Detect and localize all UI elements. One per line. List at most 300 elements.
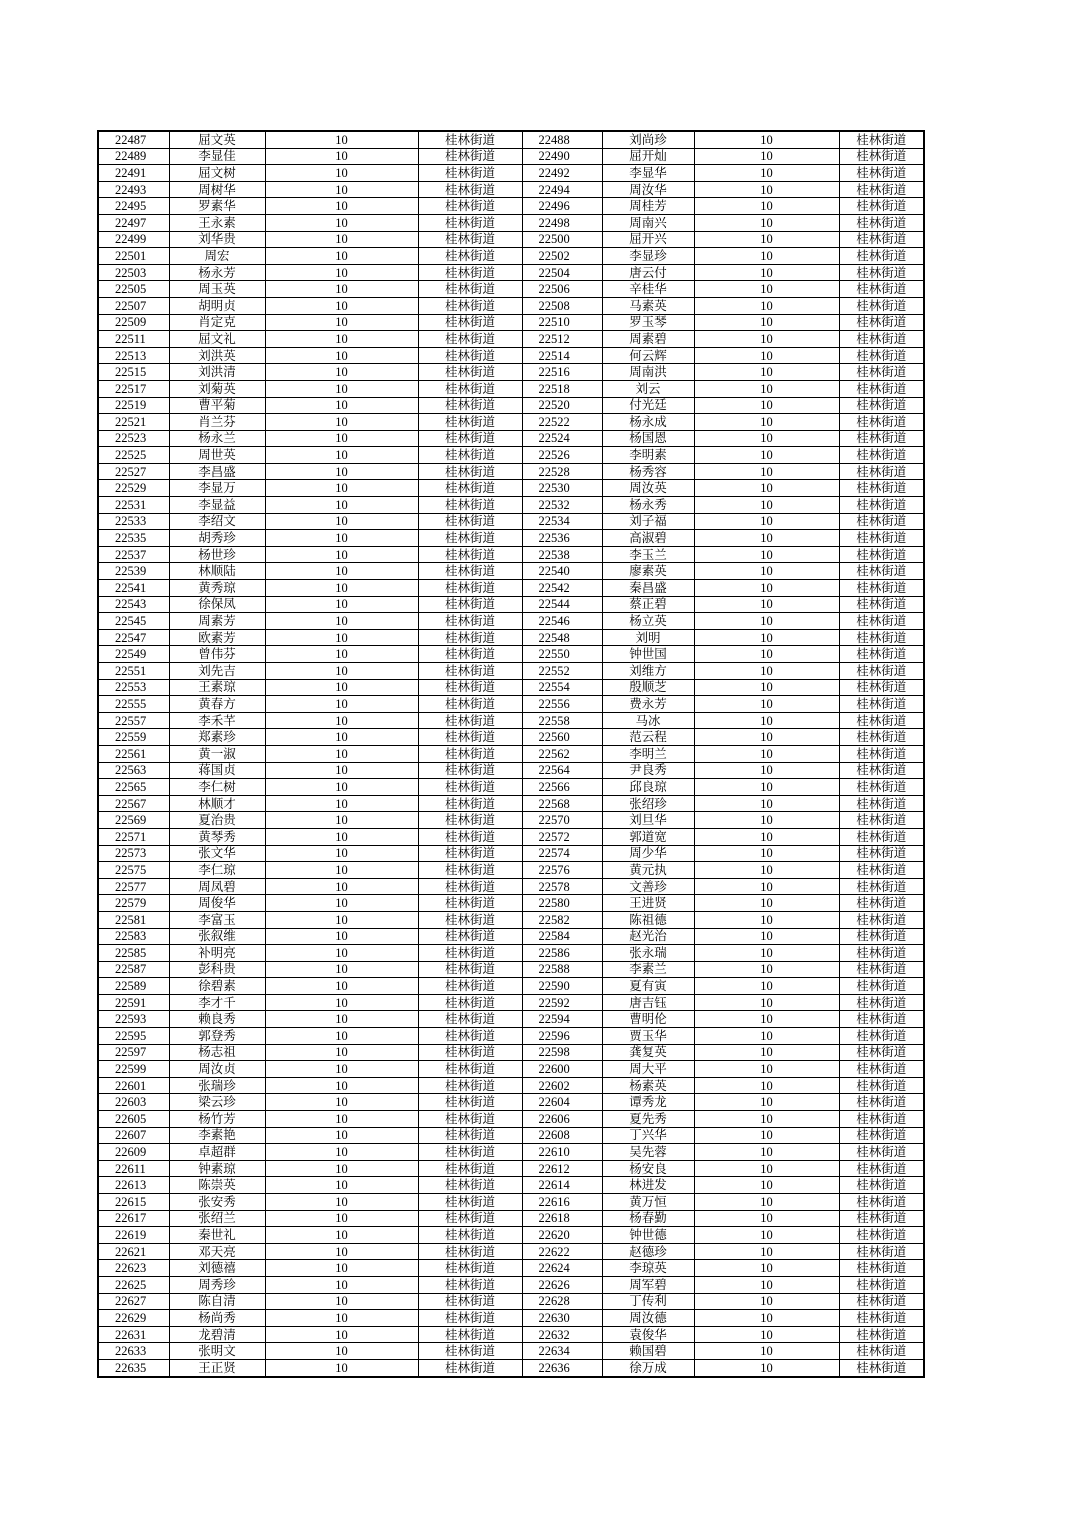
cell-amount2: 10	[694, 1061, 839, 1078]
cell-name2: 周桂芳	[602, 198, 694, 215]
cell-street1: 桂林街道	[418, 945, 522, 962]
cell-amount1: 10	[265, 513, 418, 530]
cell-street1: 桂林街道	[418, 580, 522, 597]
cell-amount1: 10	[265, 1260, 418, 1277]
cell-street1: 桂林街道	[418, 895, 522, 912]
cell-id1: 22563	[98, 762, 169, 779]
cell-name1: 徐保凤	[169, 596, 265, 613]
cell-street1: 桂林街道	[418, 828, 522, 845]
cell-name2: 李显华	[602, 165, 694, 182]
cell-id2: 22518	[522, 380, 602, 397]
cell-id2: 22620	[522, 1227, 602, 1244]
cell-amount1: 10	[265, 795, 418, 812]
cell-name1: 周世英	[169, 447, 265, 464]
cell-street1: 桂林街道	[418, 1094, 522, 1111]
cell-name1: 周素芳	[169, 613, 265, 630]
cell-name1: 李显万	[169, 480, 265, 497]
cell-id1: 22523	[98, 430, 169, 447]
cell-id2: 22618	[522, 1210, 602, 1227]
cell-name2: 杨永成	[602, 414, 694, 431]
cell-amount2: 10	[694, 613, 839, 630]
cell-amount2: 10	[694, 779, 839, 796]
cell-id2: 22544	[522, 596, 602, 613]
cell-amount2: 10	[694, 795, 839, 812]
cell-name2: 赖国碧	[602, 1343, 694, 1360]
cell-street2: 桂林街道	[839, 729, 924, 746]
table-row	[98, 1011, 924, 1028]
table-row	[98, 961, 924, 978]
cell-street2: 桂林街道	[839, 1077, 924, 1094]
cell-amount1: 10	[265, 165, 418, 182]
table-row	[98, 1194, 924, 1211]
cell-id1: 22597	[98, 1044, 169, 1061]
cell-amount1: 10	[265, 314, 418, 331]
cell-name1: 张叙维	[169, 928, 265, 945]
cell-id2: 22568	[522, 795, 602, 812]
cell-amount2: 10	[694, 480, 839, 497]
cell-street2: 桂林街道	[839, 1127, 924, 1144]
cell-amount2: 10	[694, 347, 839, 364]
cell-id1: 22607	[98, 1127, 169, 1144]
cell-street1: 桂林街道	[418, 596, 522, 613]
cell-amount1: 10	[265, 1177, 418, 1194]
cell-amount2: 10	[694, 331, 839, 348]
cell-name1: 黄琴秀	[169, 828, 265, 845]
cell-name2: 唐吉钰	[602, 994, 694, 1011]
cell-amount2: 10	[694, 961, 839, 978]
cell-id1: 22543	[98, 596, 169, 613]
data-table	[97, 130, 925, 1378]
cell-amount2: 10	[694, 1276, 839, 1293]
cell-id1: 22535	[98, 530, 169, 547]
cell-amount2: 10	[694, 546, 839, 563]
cell-amount2: 10	[694, 314, 839, 331]
cell-street1: 桂林街道	[418, 1011, 522, 1028]
cell-street2: 桂林街道	[839, 513, 924, 530]
cell-id2: 22570	[522, 812, 602, 829]
cell-name1: 蒋国贞	[169, 762, 265, 779]
cell-amount2: 10	[694, 845, 839, 862]
table-row	[98, 580, 924, 597]
cell-id1: 22589	[98, 978, 169, 995]
cell-street1: 桂林街道	[418, 1194, 522, 1211]
cell-amount1: 10	[265, 845, 418, 862]
cell-name1: 黄秀琼	[169, 580, 265, 597]
cell-street2: 桂林街道	[839, 480, 924, 497]
cell-id1: 22591	[98, 994, 169, 1011]
cell-id1: 22565	[98, 779, 169, 796]
cell-street1: 桂林街道	[418, 231, 522, 248]
table-row	[98, 1144, 924, 1161]
cell-name2: 周汝德	[602, 1310, 694, 1327]
cell-street2: 桂林街道	[839, 447, 924, 464]
cell-name2: 周南洪	[602, 364, 694, 381]
cell-street1: 桂林街道	[418, 281, 522, 298]
cell-name2: 曹明伦	[602, 1011, 694, 1028]
cell-street2: 桂林街道	[839, 712, 924, 729]
cell-name1: 周宏	[169, 248, 265, 265]
cell-street1: 桂林街道	[418, 928, 522, 945]
table-row	[98, 1343, 924, 1360]
cell-name2: 范云程	[602, 729, 694, 746]
cell-id1: 22569	[98, 812, 169, 829]
table-row	[98, 1359, 924, 1376]
cell-name1: 陈自清	[169, 1293, 265, 1310]
table-row	[98, 248, 924, 265]
cell-amount2: 10	[694, 1144, 839, 1161]
table-row	[98, 812, 924, 829]
cell-street1: 桂林街道	[418, 1111, 522, 1128]
cell-street1: 桂林街道	[418, 1177, 522, 1194]
cell-amount1: 10	[265, 961, 418, 978]
cell-street1: 桂林街道	[418, 463, 522, 480]
cell-id2: 22490	[522, 148, 602, 165]
cell-id2: 22596	[522, 1028, 602, 1045]
cell-id1: 22545	[98, 613, 169, 630]
cell-id2: 22560	[522, 729, 602, 746]
cell-name1: 周俊华	[169, 895, 265, 912]
table-row	[98, 928, 924, 945]
cell-street1: 桂林街道	[418, 795, 522, 812]
cell-amount1: 10	[265, 928, 418, 945]
cell-street2: 桂林街道	[839, 779, 924, 796]
cell-amount1: 10	[265, 231, 418, 248]
cell-amount2: 10	[694, 1127, 839, 1144]
cell-name2: 袁俊华	[602, 1326, 694, 1343]
cell-id2: 22624	[522, 1260, 602, 1277]
cell-amount2: 10	[694, 1326, 839, 1343]
cell-name1: 郭登秀	[169, 1028, 265, 1045]
cell-name2: 杨国恩	[602, 430, 694, 447]
table-row	[98, 1077, 924, 1094]
table-body	[98, 131, 924, 1377]
cell-amount2: 10	[694, 1260, 839, 1277]
cell-amount1: 10	[265, 679, 418, 696]
cell-amount2: 10	[694, 1111, 839, 1128]
cell-name1: 黄春方	[169, 696, 265, 713]
cell-amount1: 10	[265, 1011, 418, 1028]
cell-id1: 22635	[98, 1359, 169, 1376]
cell-amount2: 10	[694, 131, 839, 148]
cell-amount1: 10	[265, 1127, 418, 1144]
cell-amount2: 10	[694, 712, 839, 729]
cell-id2: 22548	[522, 629, 602, 646]
cell-street1: 桂林街道	[418, 878, 522, 895]
cell-name2: 李素兰	[602, 961, 694, 978]
cell-name2: 付光廷	[602, 397, 694, 414]
cell-name1: 林顺陆	[169, 563, 265, 580]
cell-id1: 22609	[98, 1144, 169, 1161]
cell-id2: 22592	[522, 994, 602, 1011]
table-row	[98, 596, 924, 613]
table-row	[98, 480, 924, 497]
cell-amount2: 10	[694, 1359, 839, 1376]
cell-id1: 22573	[98, 845, 169, 862]
table-row	[98, 1127, 924, 1144]
cell-street2: 桂林街道	[839, 148, 924, 165]
cell-street1: 桂林街道	[418, 430, 522, 447]
cell-id1: 22619	[98, 1227, 169, 1244]
cell-street2: 桂林街道	[839, 430, 924, 447]
cell-amount1: 10	[265, 712, 418, 729]
cell-street2: 桂林街道	[839, 281, 924, 298]
cell-amount2: 10	[694, 878, 839, 895]
cell-street2: 桂林街道	[839, 646, 924, 663]
cell-street1: 桂林街道	[418, 148, 522, 165]
cell-name2: 周素碧	[602, 331, 694, 348]
cell-name2: 贾玉华	[602, 1028, 694, 1045]
cell-name2: 杨春勤	[602, 1210, 694, 1227]
cell-name2: 文善珍	[602, 878, 694, 895]
cell-name2: 马素英	[602, 297, 694, 314]
cell-street2: 桂林街道	[839, 1160, 924, 1177]
cell-amount1: 10	[265, 248, 418, 265]
cell-amount1: 10	[265, 580, 418, 597]
cell-street2: 桂林街道	[839, 364, 924, 381]
cell-amount1: 10	[265, 297, 418, 314]
cell-name2: 杨永秀	[602, 497, 694, 514]
cell-street2: 桂林街道	[839, 1310, 924, 1327]
cell-name2: 钟世德	[602, 1227, 694, 1244]
cell-id2: 22600	[522, 1061, 602, 1078]
table-row	[98, 397, 924, 414]
cell-amount2: 10	[694, 580, 839, 597]
cell-street2: 桂林街道	[839, 945, 924, 962]
cell-street1: 桂林街道	[418, 762, 522, 779]
cell-amount2: 10	[694, 745, 839, 762]
cell-id2: 22584	[522, 928, 602, 945]
cell-street2: 桂林街道	[839, 1194, 924, 1211]
cell-amount1: 10	[265, 380, 418, 397]
cell-name2: 刘旦华	[602, 812, 694, 829]
cell-street1: 桂林街道	[418, 214, 522, 231]
cell-name2: 殷顺芝	[602, 679, 694, 696]
cell-name2: 周军碧	[602, 1276, 694, 1293]
cell-street2: 桂林街道	[839, 414, 924, 431]
cell-id2: 22488	[522, 131, 602, 148]
cell-amount2: 10	[694, 563, 839, 580]
cell-name1: 刘洪清	[169, 364, 265, 381]
cell-name2: 夏有寅	[602, 978, 694, 995]
cell-name1: 夏治贵	[169, 812, 265, 829]
cell-amount2: 10	[694, 297, 839, 314]
cell-id1: 22615	[98, 1194, 169, 1211]
cell-street1: 桂林街道	[418, 1160, 522, 1177]
cell-id1: 22547	[98, 629, 169, 646]
cell-name2: 周汝华	[602, 181, 694, 198]
cell-street1: 桂林街道	[418, 563, 522, 580]
cell-id1: 22571	[98, 828, 169, 845]
cell-amount1: 10	[265, 745, 418, 762]
cell-id2: 22588	[522, 961, 602, 978]
table-row	[98, 895, 924, 912]
cell-name2: 唐云付	[602, 264, 694, 281]
cell-street2: 桂林街道	[839, 1243, 924, 1260]
cell-amount1: 10	[265, 878, 418, 895]
cell-amount1: 10	[265, 1061, 418, 1078]
cell-amount2: 10	[694, 978, 839, 995]
cell-street2: 桂林街道	[839, 862, 924, 879]
cell-amount2: 10	[694, 762, 839, 779]
cell-street1: 桂林街道	[418, 679, 522, 696]
cell-name2: 尹良秀	[602, 762, 694, 779]
cell-street2: 桂林街道	[839, 380, 924, 397]
cell-street2: 桂林街道	[839, 1177, 924, 1194]
cell-street2: 桂林街道	[839, 1210, 924, 1227]
cell-name1: 张绍兰	[169, 1210, 265, 1227]
cell-amount1: 10	[265, 1227, 418, 1244]
cell-id1: 22519	[98, 397, 169, 414]
cell-id2: 22550	[522, 646, 602, 663]
cell-street2: 桂林街道	[839, 580, 924, 597]
cell-street2: 桂林街道	[839, 530, 924, 547]
cell-name1: 李富玉	[169, 911, 265, 928]
table-row	[98, 911, 924, 928]
cell-name2: 屈开兴	[602, 231, 694, 248]
cell-street2: 桂林街道	[839, 696, 924, 713]
cell-street1: 桂林街道	[418, 862, 522, 879]
cell-name1: 龙碧清	[169, 1326, 265, 1343]
cell-street2: 桂林街道	[839, 978, 924, 995]
cell-amount1: 10	[265, 214, 418, 231]
cell-amount1: 10	[265, 181, 418, 198]
cell-name1: 肖定克	[169, 314, 265, 331]
cell-id2: 22612	[522, 1160, 602, 1177]
cell-id2: 22574	[522, 845, 602, 862]
cell-street2: 桂林街道	[839, 1028, 924, 1045]
cell-street1: 桂林街道	[418, 911, 522, 928]
cell-id1: 22631	[98, 1326, 169, 1343]
cell-amount1: 10	[265, 696, 418, 713]
cell-amount2: 10	[694, 994, 839, 1011]
cell-street2: 桂林街道	[839, 331, 924, 348]
table-row	[98, 497, 924, 514]
cell-street1: 桂林街道	[418, 961, 522, 978]
table-row	[98, 779, 924, 796]
table-row	[98, 463, 924, 480]
cell-amount2: 10	[694, 414, 839, 431]
cell-name2: 周南兴	[602, 214, 694, 231]
cell-name1: 杨永兰	[169, 430, 265, 447]
cell-id1: 22593	[98, 1011, 169, 1028]
cell-id2: 22516	[522, 364, 602, 381]
cell-name2: 杨素英	[602, 1077, 694, 1094]
cell-id2: 22590	[522, 978, 602, 995]
cell-amount1: 10	[265, 1094, 418, 1111]
cell-name2: 何云辉	[602, 347, 694, 364]
cell-amount1: 10	[265, 131, 418, 148]
cell-amount1: 10	[265, 828, 418, 845]
cell-name2: 夏先秀	[602, 1111, 694, 1128]
cell-amount1: 10	[265, 663, 418, 680]
cell-id2: 22566	[522, 779, 602, 796]
cell-amount1: 10	[265, 1111, 418, 1128]
cell-name2: 丁传利	[602, 1293, 694, 1310]
cell-id2: 22494	[522, 181, 602, 198]
cell-street1: 桂林街道	[418, 530, 522, 547]
cell-name1: 屈文英	[169, 131, 265, 148]
cell-street1: 桂林街道	[418, 198, 522, 215]
cell-name2: 张绍珍	[602, 795, 694, 812]
cell-street1: 桂林街道	[418, 165, 522, 182]
cell-id2: 22522	[522, 414, 602, 431]
cell-id2: 22514	[522, 347, 602, 364]
cell-name2: 黄万恒	[602, 1194, 694, 1211]
cell-amount2: 10	[694, 1011, 839, 1028]
cell-id2: 22594	[522, 1011, 602, 1028]
cell-id2: 22558	[522, 712, 602, 729]
cell-id2: 22526	[522, 447, 602, 464]
cell-name2: 赵光治	[602, 928, 694, 945]
cell-name1: 张文华	[169, 845, 265, 862]
cell-amount2: 10	[694, 1310, 839, 1327]
cell-id2: 22622	[522, 1243, 602, 1260]
cell-street1: 桂林街道	[418, 248, 522, 265]
cell-name1: 秦世礼	[169, 1227, 265, 1244]
cell-street2: 桂林街道	[839, 198, 924, 215]
cell-name1: 周玉英	[169, 281, 265, 298]
cell-street1: 桂林街道	[418, 1276, 522, 1293]
cell-street1: 桂林街道	[418, 546, 522, 563]
cell-street1: 桂林街道	[418, 380, 522, 397]
cell-name2: 郭道宽	[602, 828, 694, 845]
cell-amount1: 10	[265, 994, 418, 1011]
cell-amount1: 10	[265, 447, 418, 464]
cell-name1: 肖兰芬	[169, 414, 265, 431]
cell-id1: 22537	[98, 546, 169, 563]
cell-street2: 桂林街道	[839, 314, 924, 331]
cell-name2: 林进发	[602, 1177, 694, 1194]
cell-id2: 22504	[522, 264, 602, 281]
cell-name1: 李显益	[169, 497, 265, 514]
cell-id1: 22497	[98, 214, 169, 231]
cell-id2: 22498	[522, 214, 602, 231]
cell-amount1: 10	[265, 613, 418, 630]
cell-id2: 22616	[522, 1194, 602, 1211]
cell-amount1: 10	[265, 546, 418, 563]
cell-name2: 钟世国	[602, 646, 694, 663]
cell-name1: 曹平菊	[169, 397, 265, 414]
cell-street1: 桂林街道	[418, 1210, 522, 1227]
table-row	[98, 945, 924, 962]
cell-name2: 高淑碧	[602, 530, 694, 547]
cell-amount1: 10	[265, 1243, 418, 1260]
cell-id2: 22534	[522, 513, 602, 530]
cell-id1: 22601	[98, 1077, 169, 1094]
cell-name1: 王永素	[169, 214, 265, 231]
cell-name2: 马冰	[602, 712, 694, 729]
cell-street1: 桂林街道	[418, 745, 522, 762]
cell-street1: 桂林街道	[418, 1028, 522, 1045]
cell-street1: 桂林街道	[418, 1343, 522, 1360]
cell-name1: 欧素芳	[169, 629, 265, 646]
cell-amount2: 10	[694, 231, 839, 248]
cell-amount2: 10	[694, 945, 839, 962]
cell-amount1: 10	[265, 480, 418, 497]
cell-street2: 桂林街道	[839, 961, 924, 978]
cell-id2: 22636	[522, 1359, 602, 1376]
cell-amount2: 10	[694, 1194, 839, 1211]
cell-name1: 黄一淑	[169, 745, 265, 762]
cell-id1: 22489	[98, 148, 169, 165]
cell-id2: 22608	[522, 1127, 602, 1144]
table-row	[98, 430, 924, 447]
cell-id2: 22530	[522, 480, 602, 497]
table-row	[98, 530, 924, 547]
cell-id2: 22606	[522, 1111, 602, 1128]
cell-id1: 22521	[98, 414, 169, 431]
cell-name2: 廖素英	[602, 563, 694, 580]
